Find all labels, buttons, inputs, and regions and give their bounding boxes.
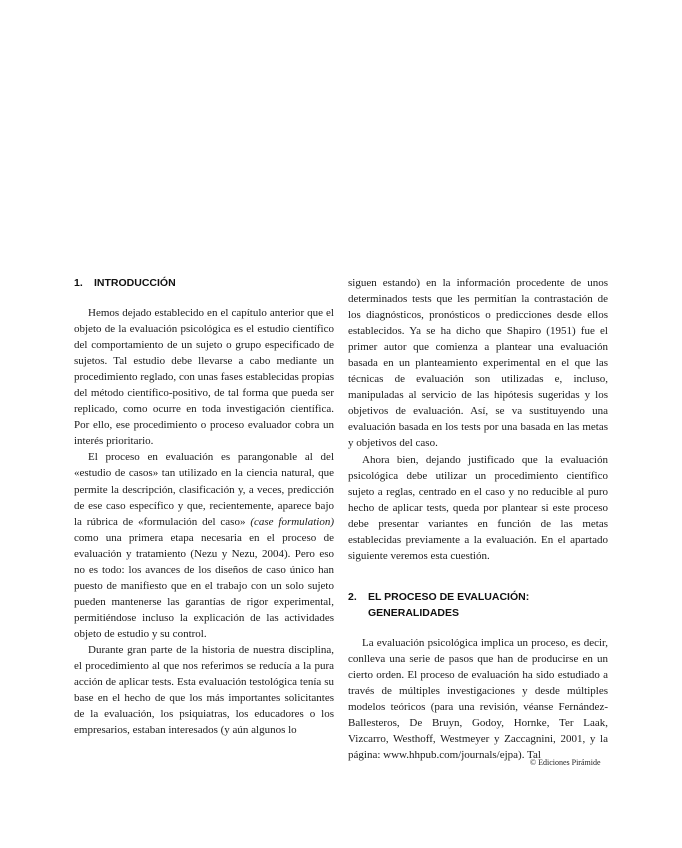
paragraph-2-text-a: El proceso en evaluación es parangonable al del «estudio de casos» tan utilizado en la ciencia natural, que permite la descripción, clasificación y, a veces, predicción de ese caso específico y que, recientemente, aparece bajo la rúbrica de «formulación del caso» [74,451,334,528]
paragraph-3: Durante gran parte de la historia de nuestra disciplina, el procedimiento al que nos referimos se reducía a la pura acción de aplicar tests. Esta evaluación testológica tenía su base en el hecho de que los más importantes solicitantes de la evaluación, los psiquiatras, los educadores o los empresarios, estaban interesados (y aún algunos lo [74,643,334,737]
right-column [348,275,608,763]
section-2-title [368,589,529,621]
section-2-title-line-2: GENERALIDADES [368,606,460,619]
paragraph-2-text-b: como una primera etapa necesaria en el proceso de evaluación y tratamiento (Nezu y Nezu, 2004). Pero eso no es todo: los avances de los diseños de caso único han puesto de manifiesto que en el trabajo con un solo sujeto pueden mantenerse las garantías de rigor experimental, permitiéndose incluso la explicación de las actividades objeto de estudio y su control. [74,531,334,640]
paragraph-3-continued: siguen estando) en la información procedente de unos determinados tests que les permitían la contrastación de los diagnósticos, pronósticos o predicciones desde ellos establecidos. Ya se ha dicho que Shapiro (1951) fue el primer autor que comienza a plantear una evaluación basada en un planteamiento experimental en el que las técnicas de evaluación son utilizadas e, incluso, manipuladas al servicio de las hipótesis sugeridas y los objetivos de evaluación. Así, se va sustituyendo una evaluación basada en los tests por una basada en las metas y objetivos del caso. [348,277,608,450]
paragraph-2-italic: (case formulation) [250,515,334,528]
paragraph-2 [74,449,334,642]
section-1-number: 1. [74,277,83,289]
paragraph-4: Ahora bien, dejando justificado que la evaluación psicológica debe utilizar un procedimiento científico sujeto a reglas, centrado en el caso y no reducible al puro hecho de aplicar tests, queda por plantear si este proceso debe presentar variantes en función de las metas establecidas previamente a la evaluación. En el apartado siguiente veremos esta cuestión. [348,453,608,562]
publisher-footer: © Ediciones Pirámide [530,758,601,767]
section-2-heading [348,589,608,621]
left-column [74,275,334,738]
section-2-number: 2. [348,590,357,603]
section-1-heading [74,275,334,291]
section-2-title-line-1: EL PROCESO DE EVALUACIÓN: [368,590,530,603]
section-1-title: INTRODUCCIÓN [94,277,176,289]
paragraph-1: Hemos dejado establecido en el capítulo anterior que el objeto de la evaluación psicológica es el estudio científico del comportamiento de un sujeto o grupo especificado de sujetos. Tal estudio debe llevarse a cabo mediante un procedimiento reglado, con unas fases establecidas propias del método científico-positivo, de tal forma que pueda ser replicado, como ocurre en toda investigación científica. Por ello, ese procedimiento o proceso evaluador cobra un interés prioritario. [74,307,334,448]
paragraph-5: La evaluación psicológica implica un proceso, es decir, conlleva una serie de pasos que han de producirse en un cierto orden. El proceso de evaluación ha sido estudiado a través de múltiples investigaciones y desde múltiples modelos teóricos (para una revisión, véanse Fernández-Ballesteros, De Bruyn, Godoy, Hornke, Ter Laak, Vizcarro, Westhoff, Westmeyer y Zaccagnini, 2001, y la página: www.hhpub.com/journals/ejpa). Tal [348,636,608,762]
